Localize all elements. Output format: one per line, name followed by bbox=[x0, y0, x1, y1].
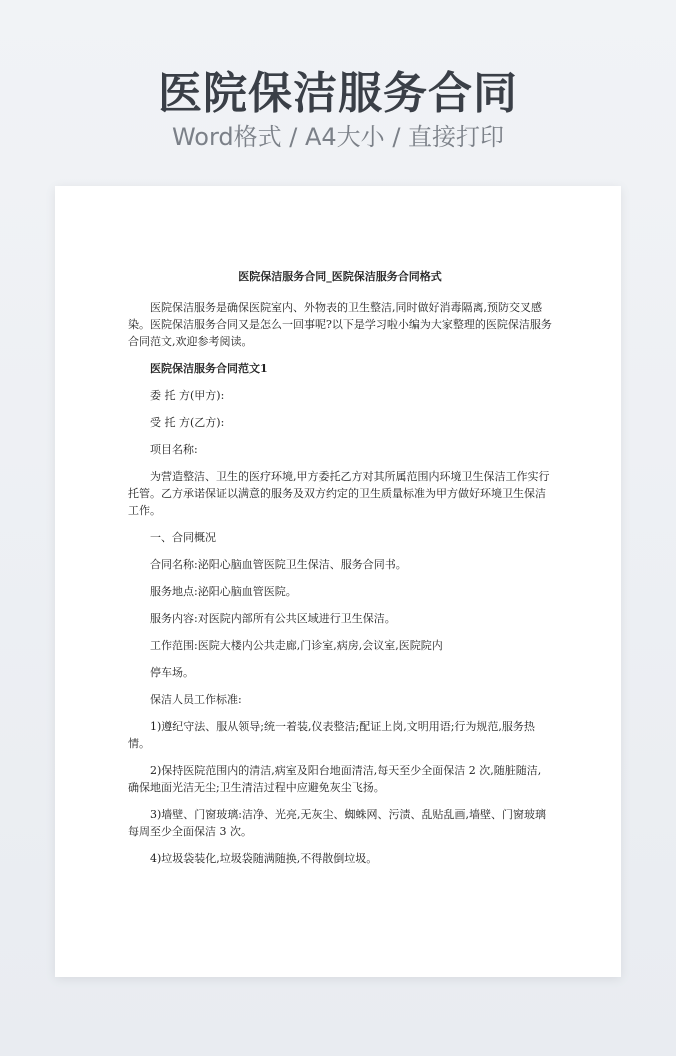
rule-2: 2)保持医院范围内的清洁,病室及阳台地面清洁,每天至少全面保洁 2 次,随脏随洁,确保地面光洁无尘;卫生清洁过程中应避免灰尘飞扬。 bbox=[128, 764, 542, 794]
document-page bbox=[55, 186, 621, 977]
intro-paragraph: 医院保洁服务是确保医院室内、外物表的卫生整洁,同时做好消毒隔离,预防交叉感染。医院保洁服务合同又是怎么一回事呢?以下是学习啦小编为大家整理的医院保洁服务合同范文,欢迎参考阅读。 bbox=[128, 301, 552, 348]
party-a-line: 委 托 方(甲方): bbox=[150, 389, 225, 402]
parking-line: 停车场。 bbox=[150, 666, 194, 679]
contract-name-line: 合同名称:泌阳心脑血管医院卫生保洁、服务合同书。 bbox=[150, 558, 407, 571]
rule-4: 4)垃圾袋装化,垃圾袋随满随换,不得散倒垃圾。 bbox=[150, 852, 378, 865]
banner bbox=[0, 0, 676, 186]
section-heading-overview: 一、合同概况 bbox=[150, 531, 216, 544]
work-scope-line: 工作范围:医院大楼内公共走廊,门诊室,病房,会议室,医院院内 bbox=[150, 639, 443, 652]
banner-subtitle: Word格式 / A4大小 / 直接打印 bbox=[171, 123, 505, 151]
service-content-line: 服务内容:对医院内部所有公共区域进行卫生保洁。 bbox=[150, 612, 396, 625]
sample-heading: 医院保洁服务合同范文1 bbox=[150, 362, 268, 375]
project-name-line: 项目名称: bbox=[150, 443, 198, 456]
rule-1: 1)遵纪守法、服从领导;统一着装,仪表整洁;配证上岗,文明用语;行为规范,服务热情。 bbox=[128, 720, 535, 750]
document-body bbox=[128, 268, 552, 877]
staff-standard-line: 保洁人员工作标准: bbox=[150, 693, 242, 706]
party-b-line: 受 托 方(乙方): bbox=[150, 416, 225, 429]
service-location-line: 服务地点:泌阳心脑血管医院。 bbox=[150, 585, 297, 598]
document-title: 医院保洁服务合同_医院保洁服务合同格式 bbox=[238, 270, 442, 283]
rule-3: 3)墙壁、门窗玻璃:洁净、光亮,无灰尘、蜘蛛网、污渍、乱贴乱画,墙壁、门窗玻璃每周至少全面保洁 3 次。 bbox=[128, 808, 546, 838]
banner-title: 医院保洁服务合同 bbox=[158, 68, 518, 119]
purpose-paragraph: 为营造整洁、卫生的医疗环境,甲方委托乙方对其所属范围内环境卫生保洁工作实行托管。乙方承诺保证以满意的服务及双方约定的卫生质量标准为甲方做好环境卫生保洁工作。 bbox=[128, 470, 550, 517]
